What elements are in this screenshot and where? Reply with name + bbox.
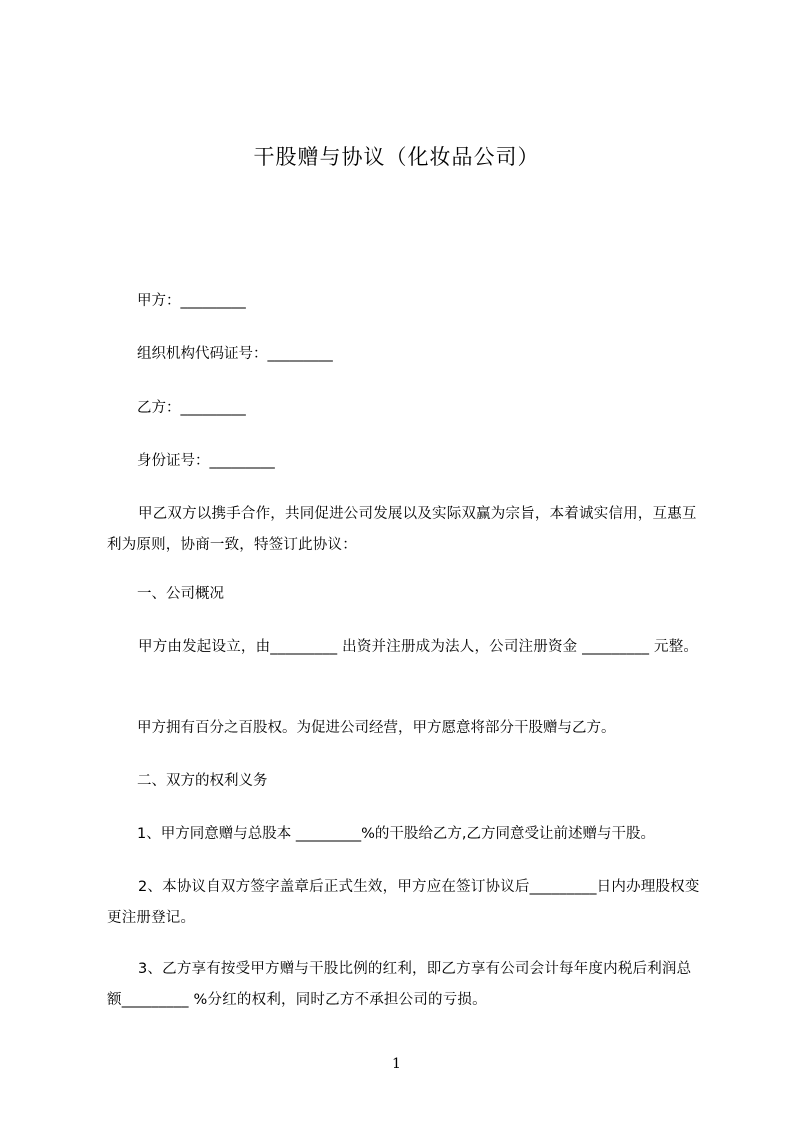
party-a-field: 甲方：_________: [137, 293, 246, 309]
section1-paragraph-2: 甲方拥有百分之百股权。为促进公司经营，甲方愿意将部分干股赠与乙方。: [137, 720, 616, 736]
clause-3: 3、乙方享有按受甲方赠与干股比例的红利，即乙方享有公司会计每年度内税后利润总额_________ %分红的权利，同时乙方不承担公司的亏损。: [107, 961, 692, 1008]
section1-heading: 一、公司概况: [137, 586, 224, 602]
id-number-field: 身份证号：_________: [137, 453, 275, 469]
clause-2: 2、本协议自双方签字盖章后正式生效，甲方应在签订协议后_________日内办理股权变更注册登记。: [107, 879, 700, 926]
page-number: 1: [392, 1056, 401, 1072]
org-code-field: 组织机构代码证号：_________: [137, 346, 333, 362]
section1-paragraph-1: 甲方由发起设立，由_________ 出资并注册成为法人，公司注册资金 _________ 元整。: [138, 639, 699, 655]
document-title: 干股赠与协议（化妆品公司）: [253, 145, 540, 169]
section2-heading: 二、双方的权利义务: [137, 773, 268, 789]
intro-paragraph: 甲乙双方以携手合作，共同促进公司发展以及实际双赢为宗旨，本着诚实信用，互惠互利为原则，协商一致，特签订此协议：: [107, 506, 697, 553]
party-b-field: 乙方：_________: [137, 400, 246, 416]
clause-1: 1、甲方同意赠与总股本 _________%的干股给乙方,乙方同意受让前述赠与干股。: [137, 826, 655, 842]
